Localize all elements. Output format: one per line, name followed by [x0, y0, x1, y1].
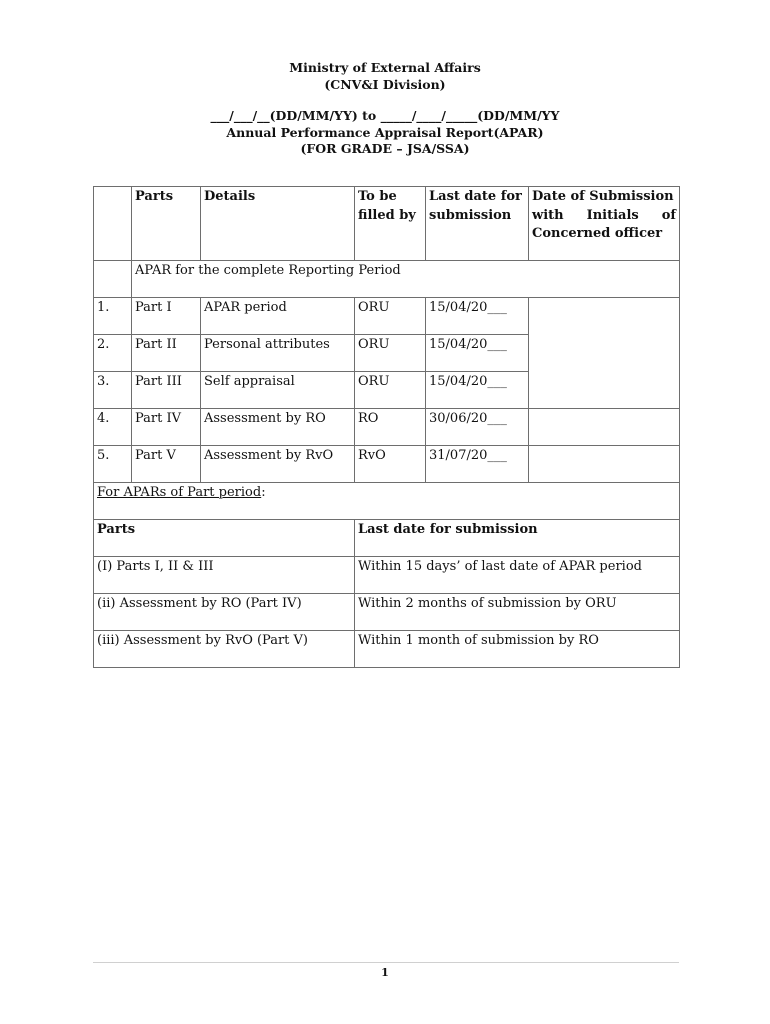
page-number: 1	[381, 966, 389, 979]
header-cell-number	[94, 187, 132, 261]
part-period-header-parts: Parts	[94, 520, 355, 557]
table-row	[94, 594, 680, 631]
section-title-row	[94, 261, 680, 298]
row-part: Part I	[132, 298, 201, 335]
row-filled-by: RO	[355, 409, 426, 446]
row-filled-by: RvO	[355, 446, 426, 483]
row-last-date: 30/06/20___	[426, 409, 529, 446]
table-row	[94, 631, 680, 668]
row-filled-by: ORU	[355, 372, 426, 409]
row-details: Self appraisal	[201, 372, 355, 409]
grade-line: (FOR GRADE – JSA/SSA)	[300, 141, 470, 156]
table-header-row	[94, 187, 680, 261]
footer-divider	[93, 962, 679, 963]
header-cell-date-of-submission: Date of Submission with Initials of Concerned officer	[529, 187, 680, 261]
header-cell-details: Details	[201, 187, 355, 261]
row-part: Part II	[132, 335, 201, 372]
row-details: Assessment by RO	[201, 409, 355, 446]
document-header	[0, 60, 770, 158]
ministry-title: Ministry of External Affairs	[289, 60, 481, 75]
part-period-parts: (ii) Assessment by RO (Part IV)	[94, 594, 355, 631]
row-details: Assessment by RvO	[201, 446, 355, 483]
header-cell-last-date: Last date for submission	[426, 187, 529, 261]
part-period-last-date: Within 2 months of submission by ORU	[355, 594, 680, 631]
part-period-parts: (iii) Assessment by RvO (Part V)	[94, 631, 355, 668]
row-filled-by: ORU	[355, 298, 426, 335]
apar-schedule-table	[93, 186, 680, 668]
table-row	[94, 446, 680, 483]
row-details: Personal attributes	[201, 335, 355, 372]
row-part: Part IV	[132, 409, 201, 446]
row-number: 4.	[94, 409, 132, 446]
row-filled-by: ORU	[355, 335, 426, 372]
report-title: Annual Performance Appraisal Report(APAR)	[226, 124, 544, 140]
part-period-parts: (I) Parts I, II & III	[94, 557, 355, 594]
row-number: 1.	[94, 298, 132, 335]
row-part: Part V	[132, 446, 201, 483]
part-period-header-last-date: Last date for submission	[355, 520, 680, 557]
part-period-title-row	[94, 483, 680, 520]
header-cell-parts: Parts	[132, 187, 201, 261]
part-period-last-date: Within 1 month of submission by RO	[355, 631, 680, 668]
period-line: ___/___/__(DD/MM/YY) to _____/____/_____(DD/MM/YY	[210, 108, 560, 123]
division-title: (CNV&I Division)	[324, 76, 446, 92]
submission-initials-cell-rvo[interactable]	[529, 446, 680, 483]
submission-initials-cell-ro[interactable]	[529, 409, 680, 446]
submission-initials-cell-oru[interactable]	[529, 298, 680, 409]
row-last-date: 15/04/20___	[426, 335, 529, 372]
row-last-date: 15/04/20___	[426, 372, 529, 409]
part-period-title: For APARs of Part period:	[94, 483, 680, 520]
row-number: 3.	[94, 372, 132, 409]
part-period-header-row	[94, 520, 680, 557]
row-last-date: 31/07/20___	[426, 446, 529, 483]
row-last-date: 15/04/20___	[426, 298, 529, 335]
header-cell-filled-by: To be filled by	[355, 187, 426, 261]
row-number: 2.	[94, 335, 132, 372]
row-part: Part III	[132, 372, 201, 409]
table-row	[94, 409, 680, 446]
section-title: APAR for the complete Reporting Period	[132, 261, 680, 298]
row-details: APAR period	[201, 298, 355, 335]
table-row	[94, 298, 680, 335]
part-period-last-date: Within 15 days’ of last date of APAR period	[355, 557, 680, 594]
table-row	[94, 557, 680, 594]
row-number: 5.	[94, 446, 132, 483]
